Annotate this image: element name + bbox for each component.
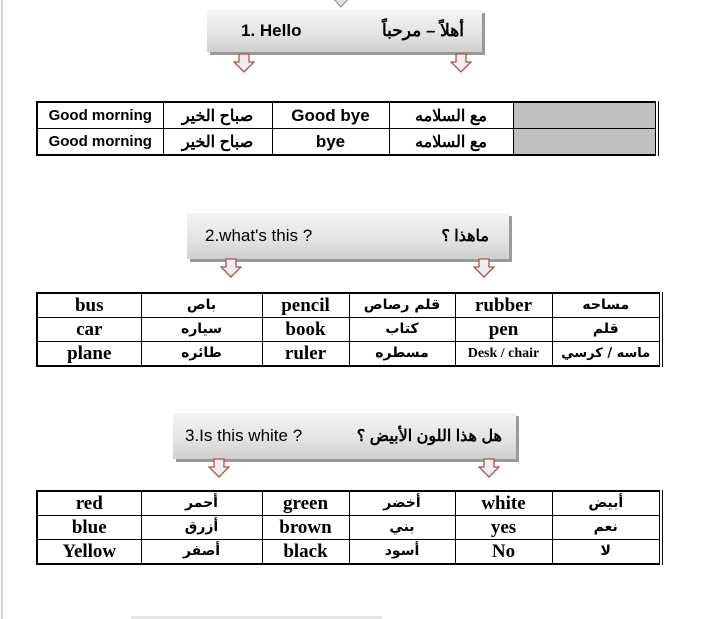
section-1-header xyxy=(207,10,482,52)
table-cell-en: plane xyxy=(37,342,141,367)
table-cell-en: Yellow xyxy=(37,540,141,565)
table-cell-en: blue xyxy=(37,516,141,540)
colors-table xyxy=(36,490,663,565)
section-3-header xyxy=(173,413,516,459)
table-cell-ar: ماسه / كرسي xyxy=(552,342,661,367)
table-cell-ar: صباح الخير xyxy=(163,102,272,129)
table-cell-blank xyxy=(513,102,657,129)
table-cell-ar: نعم xyxy=(552,516,661,540)
down-arrow-icon xyxy=(233,53,255,73)
section-2-title-en: 2.what's this ? xyxy=(205,226,313,245)
table-cell-ar: قلم رصاص xyxy=(349,293,455,318)
table-row xyxy=(37,102,657,129)
table-cell-en: Desk / chair xyxy=(455,342,552,367)
section-3-title-en: 3.Is this white ? xyxy=(185,426,303,445)
down-arrow-icon xyxy=(473,258,495,278)
table-cell-ar: لا xyxy=(552,540,661,565)
section-1-title-ar: أهلاً – مرحباً xyxy=(381,21,464,40)
table-cell-ar: أسود xyxy=(349,540,455,565)
table-cell-ar: صباح الخير xyxy=(163,129,272,156)
objects-table xyxy=(36,292,663,367)
table-cell-ar: أخضر xyxy=(349,491,455,516)
table-cell-en: black xyxy=(262,540,349,565)
greetings-table xyxy=(36,101,659,156)
table-cell-ar: أبيض xyxy=(552,491,661,516)
section-3-title-ar: هل هذا اللون الأبيض ؟ xyxy=(356,428,502,445)
table-cell-en: book xyxy=(262,318,349,342)
table-cell-en: rubber xyxy=(455,293,552,318)
table-row xyxy=(37,491,661,516)
table-cell-en: red xyxy=(37,491,141,516)
down-arrow-icon xyxy=(220,258,242,278)
section-2-header xyxy=(187,213,509,259)
table-row xyxy=(37,318,661,342)
table-cell-en: No xyxy=(455,540,552,565)
table-row xyxy=(37,540,661,565)
down-arrow-icon xyxy=(450,53,472,73)
table-cell-en: Good morning xyxy=(37,102,163,129)
table-cell-en: ruler xyxy=(262,342,349,367)
table-cell-en: white xyxy=(455,491,552,516)
table-row xyxy=(37,129,657,156)
table-cell-en: bus xyxy=(37,293,141,318)
table-cell-ar: مسطره xyxy=(349,342,455,367)
table-cell-ar: أصفر xyxy=(141,540,262,565)
table-cell-ar: مع السلامه xyxy=(389,129,513,156)
section-1-title-en: 1. Hello xyxy=(241,21,302,40)
table-cell-ar: مع السلامه xyxy=(389,102,513,129)
down-arrow-icon xyxy=(478,458,500,478)
table-cell-en: green xyxy=(262,491,349,516)
table-cell-blank xyxy=(513,129,657,156)
section-2-title-ar: ماهذا ؟ xyxy=(441,228,489,245)
table-cell-ar: قلم xyxy=(552,318,661,342)
table-cell-ar: طائره xyxy=(141,342,262,367)
table-cell-ar: سياره xyxy=(141,318,262,342)
table-cell-en: Good bye xyxy=(272,102,389,129)
table-cell-ar: أزرق xyxy=(141,516,262,540)
table-cell-en: brown xyxy=(262,516,349,540)
table-cell-ar: أحمر xyxy=(141,491,262,516)
table-cell-ar: كتاب xyxy=(349,318,455,342)
table-cell-en: yes xyxy=(455,516,552,540)
table-cell-ar: باص xyxy=(141,293,262,318)
table-cell-ar: مساحه xyxy=(552,293,661,318)
table-cell-en: car xyxy=(37,318,141,342)
table-row xyxy=(37,342,661,367)
table-row xyxy=(37,516,661,540)
table-cell-en: pencil xyxy=(262,293,349,318)
table-cell-en: bye xyxy=(272,129,389,156)
page-edge xyxy=(1,0,3,619)
table-row xyxy=(37,293,661,318)
table-cell-en: Good morning xyxy=(37,129,163,156)
down-arrow-icon xyxy=(330,0,352,8)
table-cell-en: pen xyxy=(455,318,552,342)
down-arrow-icon xyxy=(208,458,230,478)
table-cell-ar: بني xyxy=(349,516,455,540)
